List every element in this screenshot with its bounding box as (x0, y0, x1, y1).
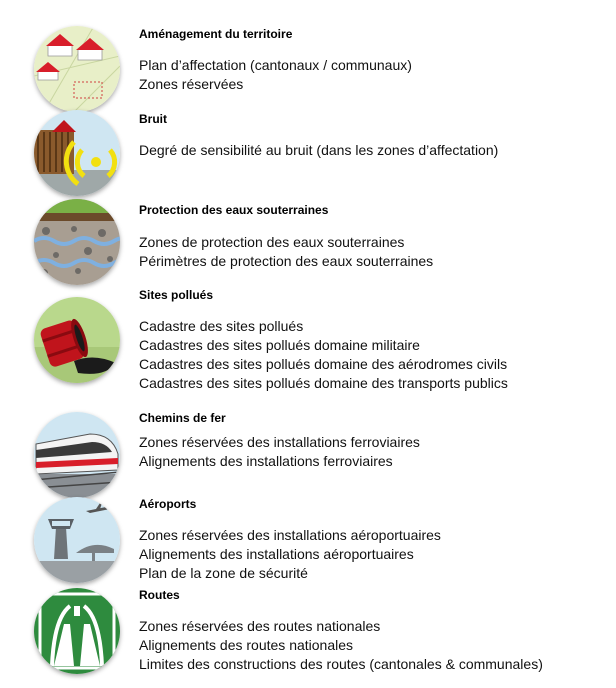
list-item: Alignements des installations aéroportuaires (139, 546, 414, 562)
list-item: Périmètres de protection des eaux souterraines (139, 253, 434, 269)
item-list (139, 233, 433, 271)
item-list (139, 317, 508, 393)
list-item: Cadastres des sites pollués domaine militaire (139, 337, 420, 353)
list-item: Zones réservées des installations ferroviaires (139, 434, 420, 450)
list-item: Zones de protection des eaux souterraines (139, 234, 405, 250)
section-title: Bruit (139, 112, 167, 126)
list-item: Alignements des routes nationales (139, 637, 354, 653)
section-title: Routes (139, 588, 180, 602)
list-item: Zones réservées des routes nationales (139, 618, 381, 634)
section-title: Chemins de fer (139, 411, 226, 425)
item-list (139, 617, 543, 674)
item-list (139, 141, 498, 160)
list-item: Limites des constructions des routes (cantonales & communales) (139, 656, 543, 672)
polluted-site-barrel-icon (34, 297, 120, 383)
groundwater-icon (34, 199, 120, 285)
land-use-planning-icon (34, 26, 120, 112)
item-list (139, 433, 420, 471)
item-list (139, 56, 412, 94)
list-item: Plan de la zone de sécurité (139, 565, 308, 581)
list-item: Cadastre des sites pollués (139, 318, 304, 334)
list-item: Plan d’affectation (cantonaux / communaux) (139, 57, 412, 73)
list-item: Cadastres des sites pollués domaine des aérodromes civils (139, 356, 508, 372)
section-title: Protection des eaux souterraines (139, 203, 329, 217)
list-item: Zones réservées des installations aéroportuaires (139, 527, 441, 543)
highway-sign-icon (34, 588, 120, 674)
list-item: Zones réservées (139, 76, 244, 92)
list-item: Degré de sensibilité au bruit (dans les zones d’affectation) (139, 142, 499, 158)
section-title: Aéroports (139, 497, 197, 511)
item-list (139, 526, 441, 583)
train-icon (34, 412, 120, 498)
noise-icon (34, 110, 120, 196)
list-item: Alignements des installations ferroviaires (139, 453, 393, 469)
list-item: Cadastres des sites pollués domaine des transports publics (139, 375, 508, 391)
section-title: Aménagement du territoire (139, 27, 293, 41)
section-title: Sites pollués (139, 288, 214, 302)
airport-tower-icon (34, 497, 120, 583)
